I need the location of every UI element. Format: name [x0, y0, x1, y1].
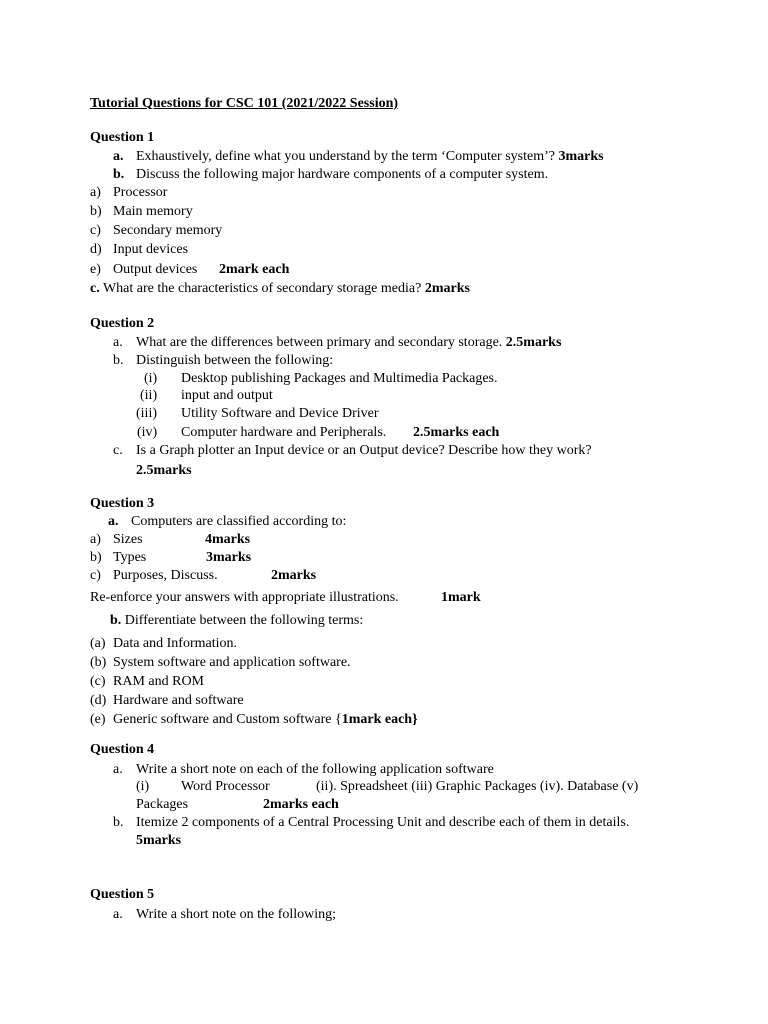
q4-a-letter: a.: [113, 762, 123, 777]
q1-item-text: Output devices: [113, 262, 198, 277]
q3-item-letter: b): [90, 550, 102, 565]
q2-b-letter: b.: [113, 353, 124, 368]
q2-c-letter: c.: [113, 443, 123, 458]
question-4-heading: Question 4: [90, 742, 155, 757]
q3-terms-marks: 1mark each}: [341, 712, 418, 727]
q3-item-marks: 3marks: [206, 550, 252, 565]
q3-item-text: Purposes, Discuss.: [113, 568, 218, 583]
q2-item-text: input and output: [181, 388, 273, 403]
q1-items-marks: 2mark each: [219, 262, 290, 277]
q3-a-letter: a.: [108, 514, 119, 529]
q2-item-num: (iv): [137, 425, 158, 440]
q1-item-letter: d): [90, 242, 102, 257]
q3-term-text: Hardware and software: [113, 693, 244, 708]
q4-a-list-word: Word Processor: [181, 779, 270, 794]
q4-a-list-num: (i): [136, 779, 150, 794]
q3-item-text: Types: [113, 550, 147, 565]
q2-item-text: Desktop publishing Packages and Multimedia Packages.: [181, 371, 498, 386]
q3-item-marks: 2marks: [271, 568, 317, 583]
q2-item-num: (iii): [136, 406, 157, 421]
q1-c-marks: 2marks: [424, 281, 470, 296]
q1-b-text: Discuss the following major hardware components of a computer system.: [136, 167, 549, 182]
q3-item-marks: 4marks: [205, 532, 251, 547]
q3-b-letter: b.: [110, 613, 122, 628]
q3-reinforce-marks: 1mark: [441, 590, 481, 605]
q1-item-letter: e): [90, 262, 101, 277]
q2-a-marks: 2.5marks: [505, 335, 562, 350]
question-1-heading: Question 1: [90, 130, 155, 145]
q3-b-text: Differentiate between the following terms:: [124, 613, 364, 628]
q4-b-marks: 5marks: [136, 833, 182, 848]
q4-a-text: Write a short note on each of the following application software: [136, 762, 494, 777]
q3-b-line: [110, 612, 363, 630]
q1-c-text: What are the characteristics of secondary storage media?: [102, 281, 422, 296]
q1-item-text: Main memory: [113, 204, 193, 219]
q1-a-text: Exhaustively, define what you understand by the term ‘Computer system’?: [136, 149, 555, 164]
q2-item-text: Utility Software and Device Driver: [181, 406, 379, 421]
q2-c-text: Is a Graph plotter an Input device or an Output device? Describe how they work?: [136, 443, 592, 458]
q4-b-text: Itemize 2 components of a Central Processing Unit and describe each of them in details.: [136, 815, 630, 830]
question-2-heading: Question 2: [90, 316, 155, 331]
question-3-heading: Question 3: [90, 496, 155, 511]
q3-reinforce-text: Re-enforce your answers with appropriate illustrations.: [90, 590, 399, 605]
q2-a-line: [136, 334, 561, 352]
q1-item-letter: b): [90, 204, 102, 219]
question-5-heading: Question 5: [90, 887, 155, 902]
q4-a-list-rest: (ii). Spreadsheet (iii) Graphic Packages (iv). Database (v): [316, 779, 639, 794]
q1-c-letter: c.: [90, 281, 100, 296]
q1-item-text: Secondary memory: [113, 223, 223, 238]
q1-a-line: [136, 148, 604, 166]
q1-b-letter: b.: [113, 167, 125, 182]
q2-item-text: Computer hardware and Peripherals.: [181, 425, 387, 440]
q2-items-marks: 2.5marks each: [413, 425, 500, 440]
q1-item-letter: c): [90, 223, 101, 238]
q3-term-letter: (e): [90, 712, 106, 727]
q5-a-text: Write a short note on the following;: [136, 907, 337, 922]
q3-item-text: Sizes: [113, 532, 143, 547]
q1-item-text: Processor: [113, 185, 168, 200]
q3-term-letter: (c): [90, 674, 106, 689]
q4-a-list-end: Packages: [136, 797, 189, 812]
q3-term-letter: (d): [90, 693, 107, 708]
q4-a-marks: 2marks each: [263, 797, 339, 812]
q1-a-marks: 3marks: [558, 149, 604, 164]
q3-term-text: Generic software and Custom software {: [113, 712, 342, 727]
q2-item-num: (i): [144, 371, 158, 386]
q3-a-text: Computers are classified according to:: [131, 514, 347, 529]
q3-term-letter: (a): [90, 636, 106, 651]
q1-a-letter: a.: [113, 149, 124, 164]
q3-term-text: Data and Information.: [113, 636, 238, 651]
q2-b-text: Distinguish between the following:: [136, 353, 334, 368]
q3-item-letter: a): [90, 532, 101, 547]
q2-a-text: What are the differences between primary and secondary storage.: [136, 335, 503, 350]
q1-c-line: [90, 280, 470, 298]
q1-item-text: Input devices: [113, 242, 189, 257]
q2-c-marks: 2.5marks: [136, 463, 192, 478]
document-title: Tutorial Questions for CSC 101 (2021/2022 Session): [90, 96, 399, 111]
q2-item-num: (ii): [140, 388, 158, 403]
q3-item-letter: c): [90, 568, 101, 583]
q5-a-letter: a.: [113, 907, 123, 922]
q3-term-text: System software and application software.: [113, 655, 351, 670]
q3-term-line: [113, 711, 418, 729]
q3-term-letter: (b): [90, 655, 107, 670]
q4-b-letter: b.: [113, 815, 124, 830]
q3-term-text: RAM and ROM: [113, 674, 205, 689]
q2-a-letter: a.: [113, 335, 123, 350]
q1-item-letter: a): [90, 185, 101, 200]
